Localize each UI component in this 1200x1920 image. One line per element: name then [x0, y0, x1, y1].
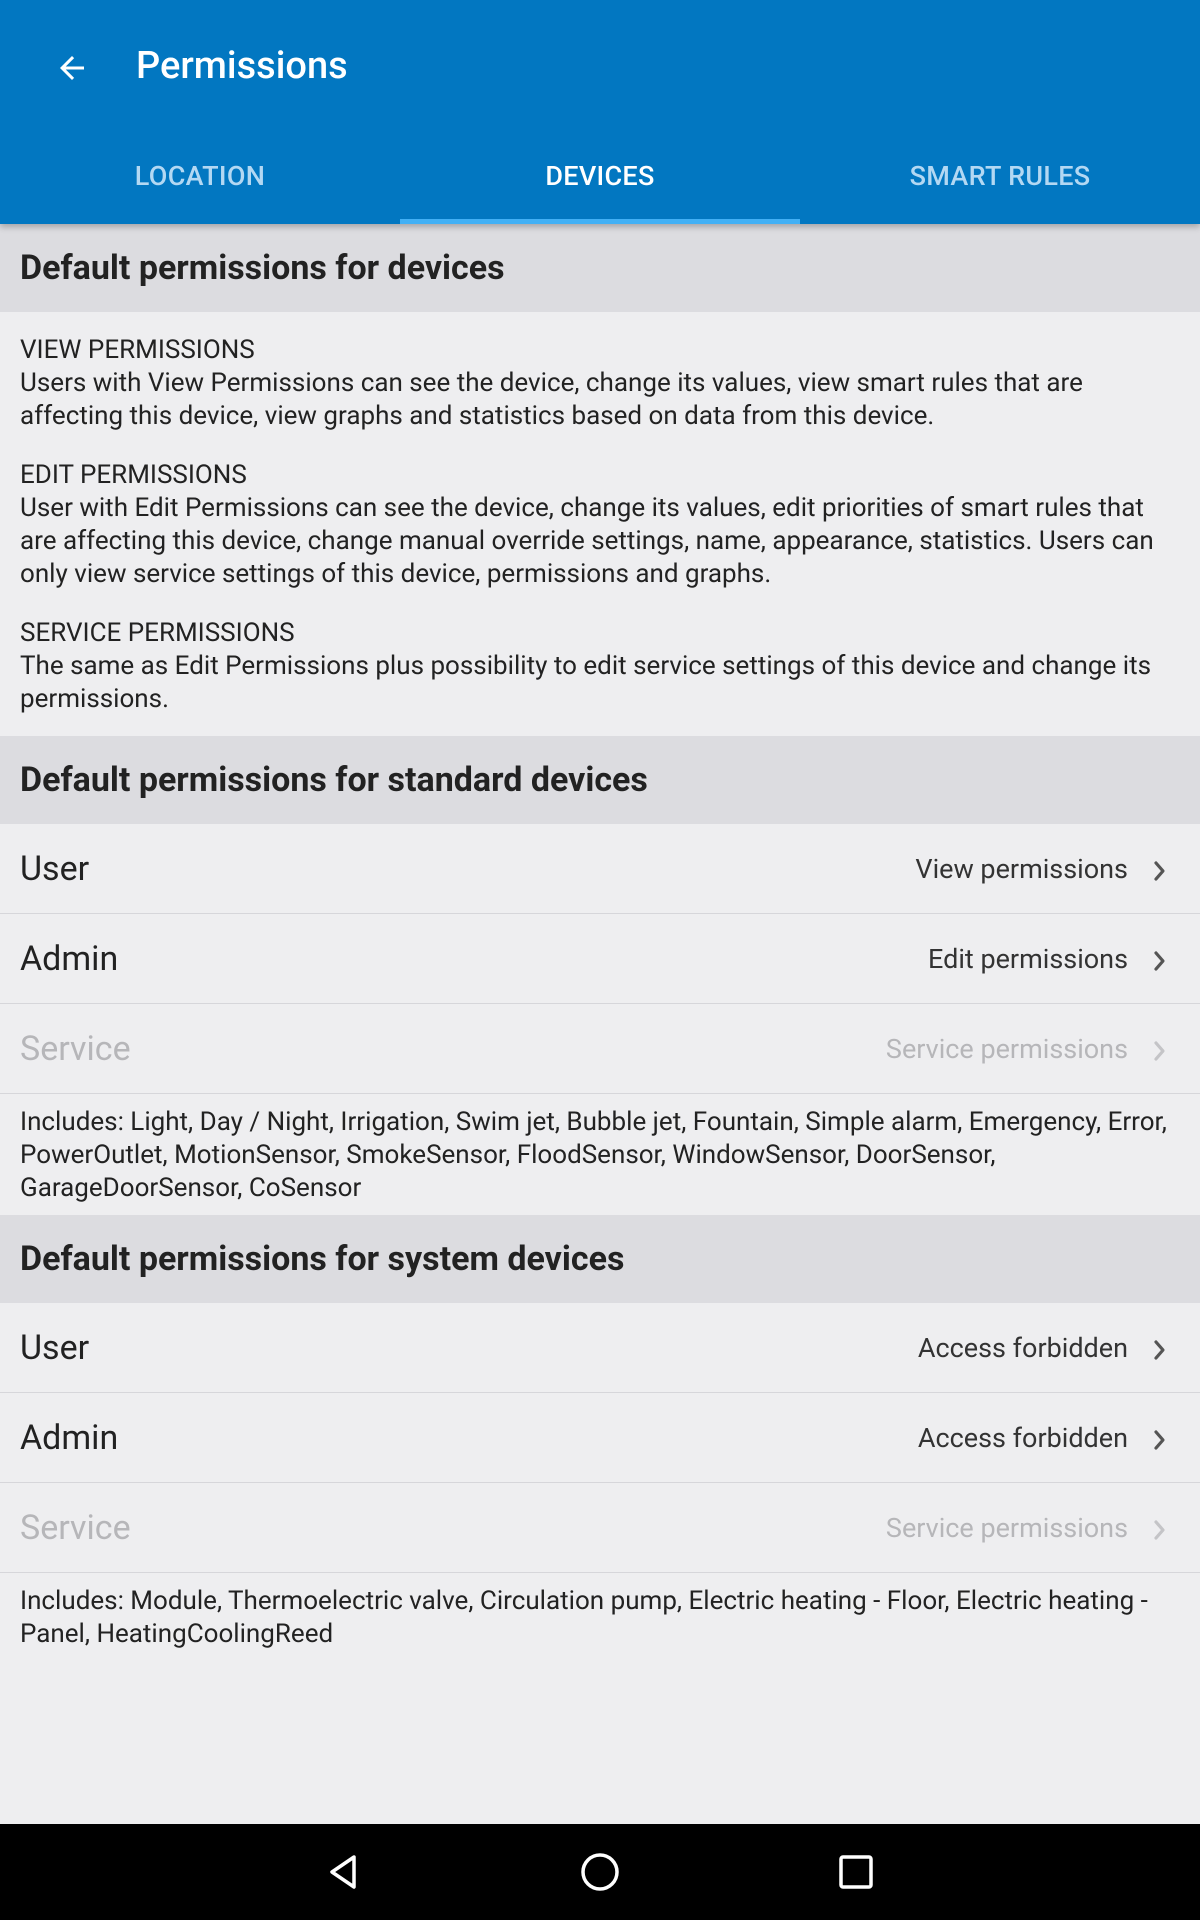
chevron-right-icon	[1150, 1426, 1170, 1454]
row-value: Access forbidden	[917, 1331, 1128, 1364]
row-label: User	[20, 1327, 90, 1368]
chevron-right-icon	[1150, 1516, 1170, 1544]
system-service-row	[0, 1483, 1200, 1573]
back-button[interactable]	[40, 36, 104, 100]
tab-smart-rules[interactable]: SMART RULES	[909, 160, 1091, 192]
row-label: Service	[20, 1028, 131, 1069]
chevron-right-icon	[1150, 1336, 1170, 1364]
definition-title: EDIT PERMISSIONS	[20, 460, 247, 490]
app-bar	[0, 0, 1200, 224]
row-value: Service permissions	[885, 1032, 1128, 1065]
row-label: User	[20, 848, 90, 889]
standard-admin-row[interactable]	[0, 914, 1200, 1004]
row-value: Edit permissions	[928, 942, 1128, 975]
chevron-right-icon	[1150, 857, 1170, 885]
definition-title: SERVICE PERMISSIONS	[20, 618, 295, 648]
tab-location[interactable]: LOCATION	[134, 160, 266, 192]
system-permissions-list	[0, 1303, 1200, 1573]
standard-user-row[interactable]	[0, 824, 1200, 914]
nav-recents-button[interactable]	[832, 1848, 880, 1896]
tab-bar	[0, 136, 1200, 224]
system-includes-text: Includes: Module, Thermoelectric valve, Circulation pump, Electric heating - Floor, Electric heating - Panel, HeatingCoolingReed	[20, 1586, 1148, 1649]
navigation-bar	[0, 1824, 1200, 1920]
view-permissions-definition	[20, 334, 1180, 433]
nav-recents-icon	[836, 1852, 876, 1892]
section-header-standard: Default permissions for standard devices	[0, 736, 1200, 824]
row-value: Access forbidden	[917, 1421, 1128, 1454]
page-title: Permissions	[136, 44, 348, 88]
nav-home-button[interactable]	[576, 1848, 624, 1896]
standard-permissions-list	[0, 824, 1200, 1094]
standard-service-row	[0, 1004, 1200, 1094]
standard-includes-text: Includes: Light, Day / Night, Irrigation, Swim jet, Bubble jet, Fountain, Simple alarm, Emergency, Error, PowerOutlet, MotionSensor, SmokeSensor, FloodSensor, WindowSensor, DoorSensor, GarageDoorSensor, CoSensor	[20, 1107, 1167, 1203]
arrow-back-icon	[54, 50, 90, 86]
definition-text: User with Edit Permissions can see the device, change its values, edit priorities of smart rules that are affecting this device, change manual override settings, name, appearance, statistics. Users can only view service settings of this device, permissions and graphs.	[20, 493, 1154, 589]
row-value: View permissions	[915, 852, 1128, 885]
service-permissions-definition	[20, 617, 1180, 716]
nav-back-icon	[324, 1852, 364, 1892]
edit-permissions-definition	[20, 459, 1180, 591]
chevron-right-icon	[1150, 1037, 1170, 1065]
nav-back-button[interactable]	[320, 1848, 368, 1896]
nav-home-icon	[578, 1850, 622, 1894]
content-area[interactable]	[0, 224, 1200, 1824]
section-header-default: Default permissions for devices	[0, 224, 1200, 312]
definition-text: Users with View Permissions can see the device, change its values, view smart rules that are affecting this device, view graphs and statistics based on data from this device.	[20, 368, 1083, 431]
definition-text: The same as Edit Permissions plus possibility to edit service settings of this device and change its permissions.	[20, 651, 1151, 714]
section-header-system: Default permissions for system devices	[0, 1215, 1200, 1303]
permission-definitions	[0, 312, 1200, 736]
row-label: Admin	[20, 938, 119, 979]
system-admin-row[interactable]	[0, 1393, 1200, 1483]
definition-title: VIEW PERMISSIONS	[20, 335, 255, 365]
row-label: Service	[20, 1507, 131, 1548]
chevron-right-icon	[1150, 947, 1170, 975]
row-value: Service permissions	[885, 1511, 1128, 1544]
row-label: Admin	[20, 1417, 119, 1458]
system-user-row[interactable]	[0, 1303, 1200, 1393]
tab-devices[interactable]: DEVICES	[400, 136, 800, 224]
